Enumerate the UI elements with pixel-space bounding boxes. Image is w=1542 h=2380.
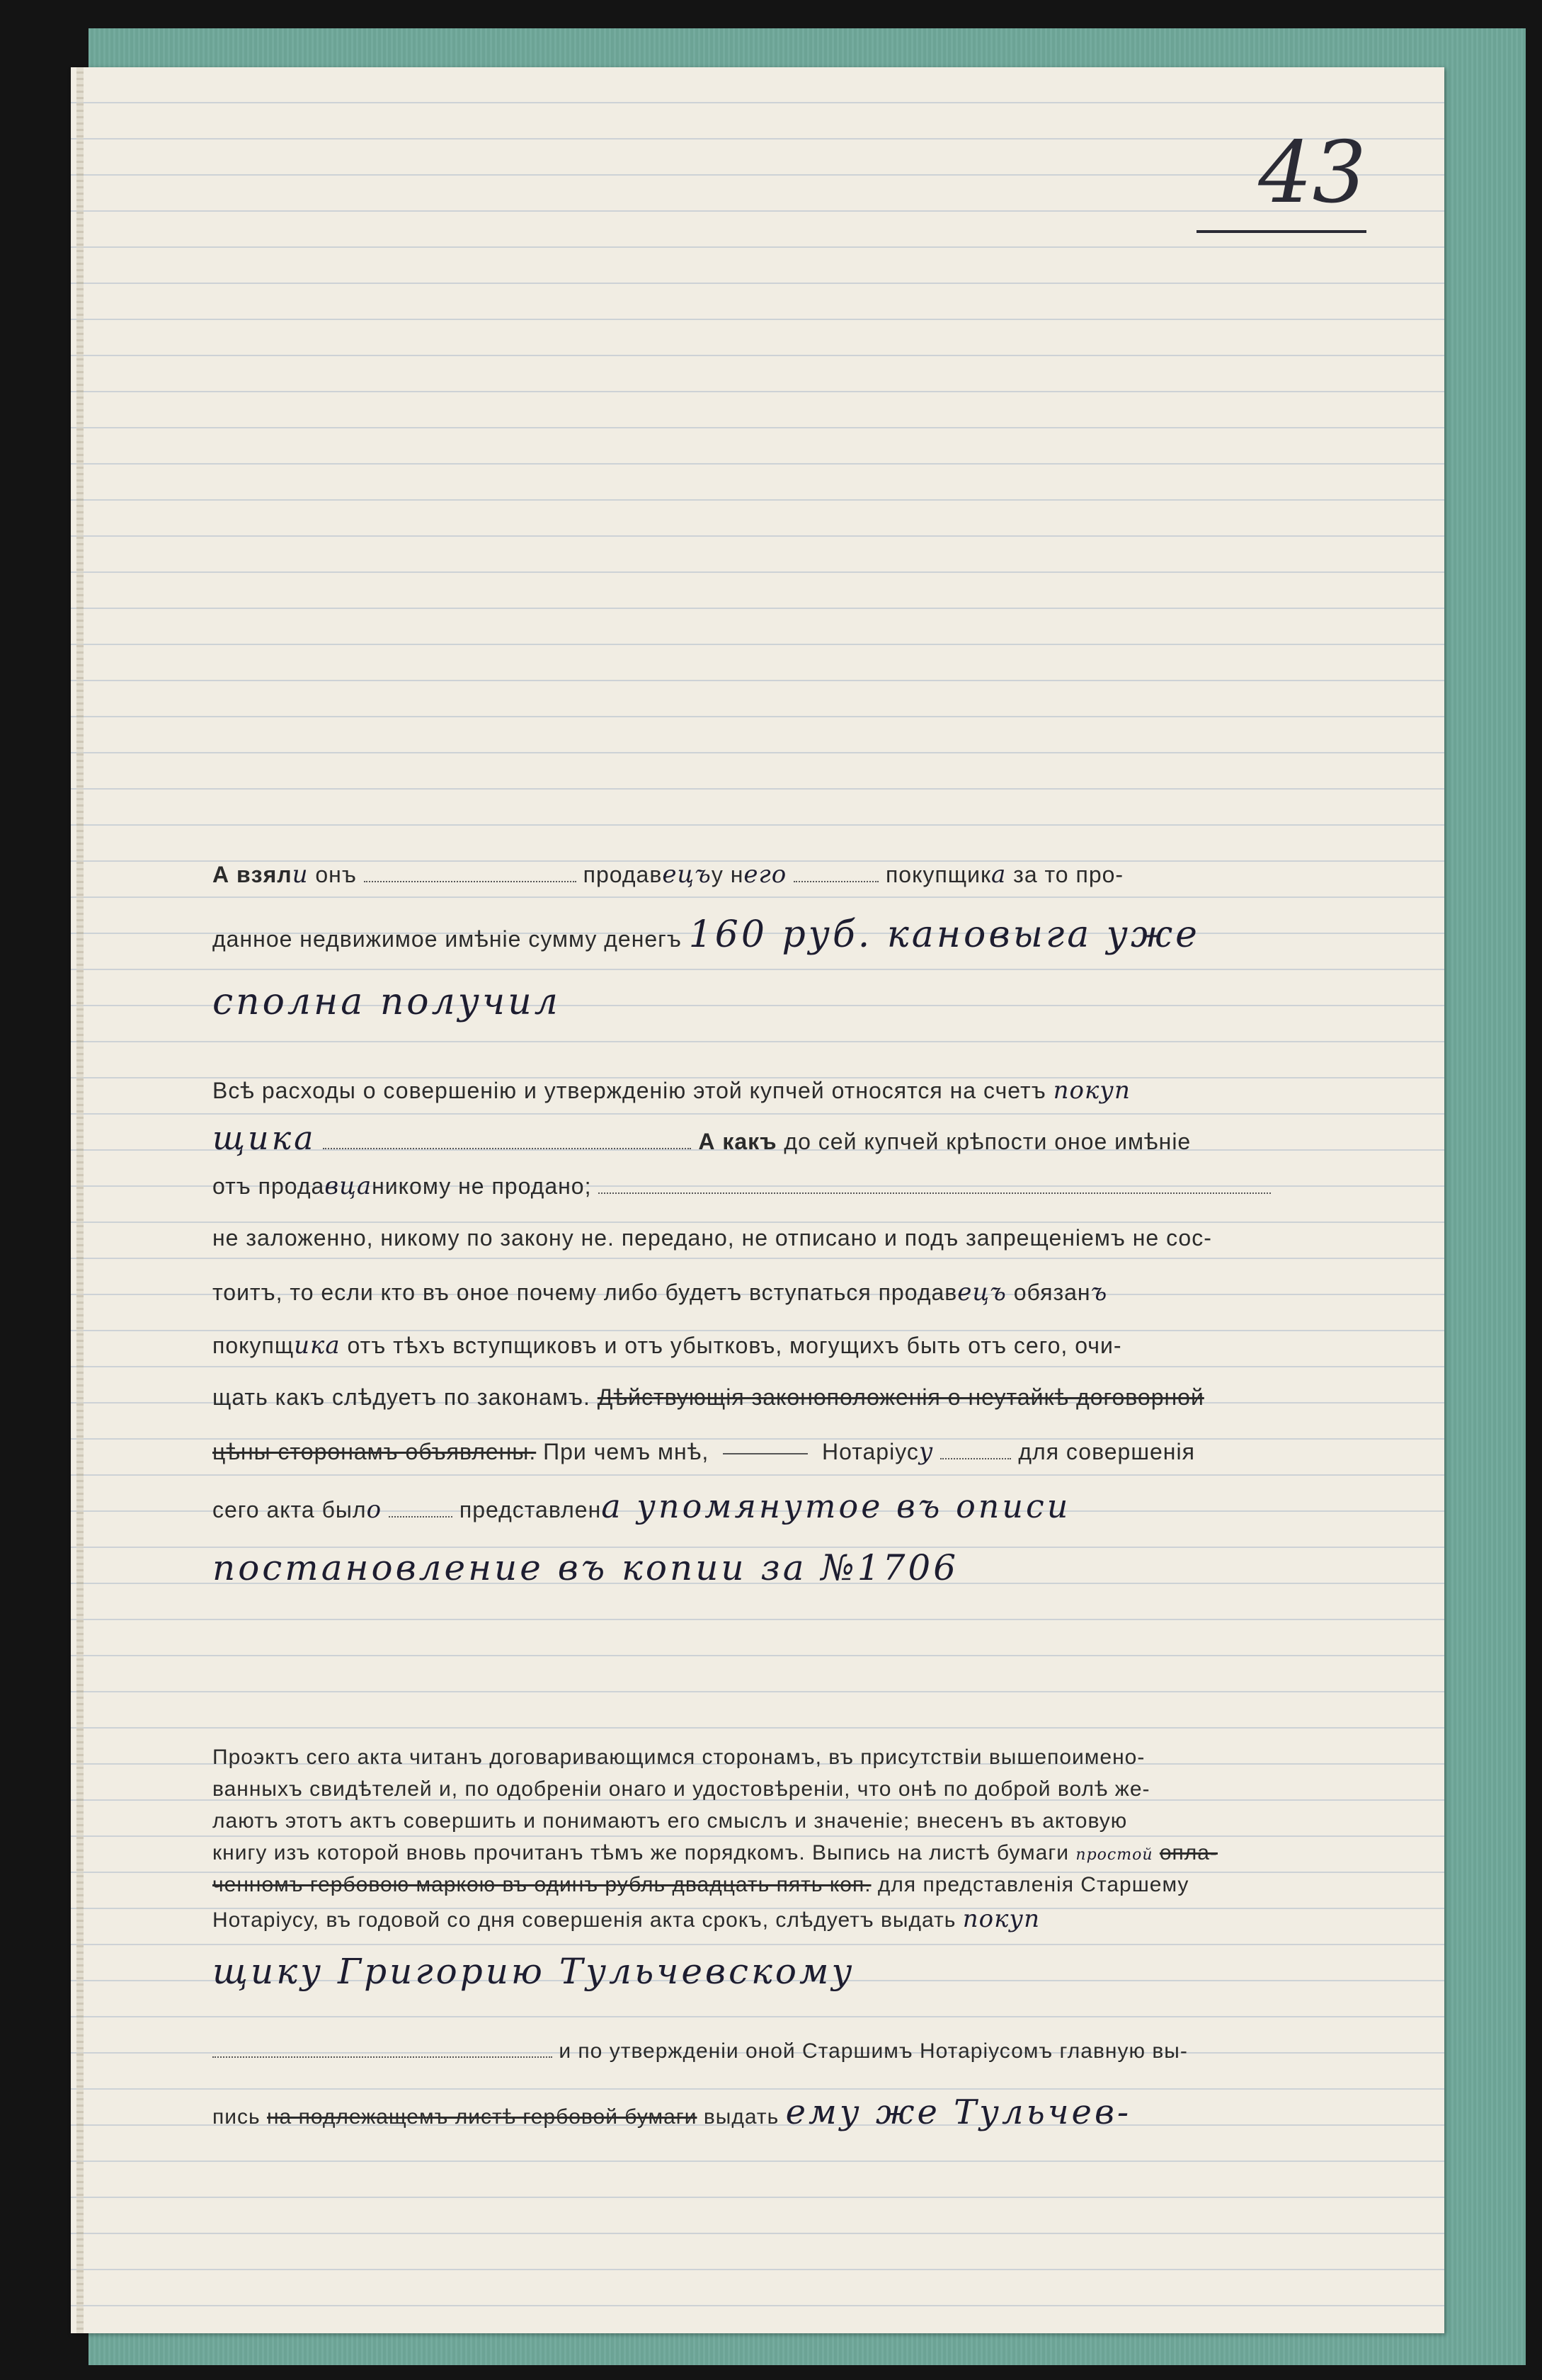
text-nikomu-ne-prodano: никому не продано; [372,1173,592,1199]
text-sego-akta: сего акта был [212,1497,367,1522]
hw-upomyanutoe: а упомянутое въ описи [601,1487,1071,1525]
text-notariusu: Нотаріусу, въ годовой со дня совершенія акта срокъ, слѣдуетъ выдать [212,1908,956,1932]
text-dlya-predstavleniya: для представленія Старшему [877,1873,1189,1896]
text-a-kak: А какъ [698,1129,777,1154]
para1-line2 [212,913,1402,956]
text-do-sei-kupchei: до сей купчей крѣпости оное имѣніе [784,1129,1192,1154]
dash-line [723,1453,808,1454]
para3-line4 [212,1841,1402,1865]
hw-ets: ецъ [957,1278,1007,1306]
blank-dots [323,1148,691,1149]
struck-text: цѣны сторонамъ объявлены. [212,1439,537,1464]
para2-line8 [212,1437,1402,1466]
hw-buyer-name: щику Григорию Тульчевскому [212,1951,855,1992]
para2-line7 [212,1384,1402,1411]
struck-text: Дѣйствующія законоположенія о неутайкѣ договорной [597,1384,1204,1410]
text-u-n: у н [711,862,744,887]
para3-line1: Проэктъ сего акта читанъ договаривающимся сторонамъ, въ присутствіи вышепоимено- [212,1746,1146,1769]
para3-line5 [212,1873,1402,1897]
para3-line6 [212,1905,1402,1933]
text-obyazan: обязан [1013,1280,1091,1305]
text-notarius: Нотаріус [822,1439,919,1464]
hw-u: у [918,1437,934,1466]
struck-text: ченномъ гербовою маркою въ одинъ рубль двадцать пять коп. [212,1873,872,1896]
para1-line3 [212,981,1402,1023]
text-on: онъ [315,862,357,887]
text-knigu: книгу изъ которой вновь прочитанъ тѣмъ же порядкомъ. Выпись на листѣ бумаги [212,1841,1070,1864]
hw-vtsa: вца [324,1172,372,1200]
blank-dots [940,1458,1011,1459]
blank-dots [389,1516,452,1518]
para1-line1 [212,860,1402,889]
text-ot-proda: отъ прода [212,1173,325,1199]
folio-underline [1197,230,1366,233]
hw-amount: 160 руб. кановыга уже [688,913,1200,956]
para3-line7 [212,1951,1402,1992]
text-summa-deneg: данное недвижимое имѣніе сумму денегъ [212,926,682,952]
text-toit: тоитъ, то если кто въ оное почему либо будетъ вступаться продав [212,1280,958,1305]
para2-line5 [212,1278,1402,1306]
para2-line9 [212,1487,1402,1525]
hw-shchika: щика [212,1119,316,1157]
blank-dots [364,881,576,882]
text-expenses: Всѣ расходы о совершенію и утвержденію этой купчей относятся на счетъ [212,1078,1046,1103]
para3-line2: ванныхъ свидѣтелей и, по одобреніи онаго и удостовѣреніи, что онѣ по доброй волѣ же- [212,1777,1150,1801]
para2-line6 [212,1331,1402,1360]
hw-received: сполна получил [212,981,561,1023]
text-pokupshchik: покупщик [885,862,991,887]
struck-text: на подлежащемъ листѣ гербовой бумаги [266,2105,697,2129]
document-page [71,67,1444,2333]
hw-vzyal-ending: и [292,860,309,889]
para2-line2 [212,1119,1402,1157]
blank-dots [212,2056,552,2058]
hw-pokup: покуп [962,1905,1041,1933]
text-prodav: продав [583,862,663,887]
para2-line3 [212,1172,1402,1200]
blank-dots [794,881,879,882]
hw-obyazan-ending: ъ [1090,1278,1108,1306]
hw-ego: его [743,860,787,889]
text-za-to-pro: за то про- [1013,862,1124,887]
para2-line10 [212,1547,1402,1588]
para2-line1 [212,1076,1402,1105]
hw-ika: ика [294,1331,341,1360]
para1-start: А взял [212,862,292,887]
blank-dots [598,1192,1271,1194]
text-predstavlen: представлен [459,1497,602,1522]
hw-o: о [366,1496,382,1524]
struck-text: опла- [1159,1841,1218,1864]
hw-seller-ending: ецъ [662,860,712,889]
para2-line4: не заложенно, никому по закону не. передано, не отписано и подъ запрещеніемъ не сос- [212,1225,1212,1251]
hw-pokup: покуп [1053,1076,1131,1105]
text-pri-chem: При чемъ мнѣ, [543,1439,709,1464]
text-ot-tekh: отъ тѣхъ вступщиковъ и отъ убытковъ, могущихъ быть отъ сего, очи- [347,1333,1122,1358]
text-pokupshch: покупщ [212,1333,295,1358]
text-pis: пись [212,2105,261,2129]
hw-postanovlenie: постановление въ копии за №1706 [212,1547,959,1588]
folio-number: 43 [1258,124,1366,222]
hw-buyer-ending: а [990,860,1007,889]
hw-emu-zhe: ему же Тульчев- [785,2093,1132,2132]
hw-prostoi: простой [1075,1846,1153,1864]
text-po-utverzhdenii: и по утвержденіи оной Старшимъ Нотаріусомъ главную вы- [559,2039,1188,2063]
text-shchat: щать какъ слѣдуетъ по законамъ. [212,1384,590,1410]
para3-line3: лаютъ этотъ актъ совершить и понимаютъ его смыслъ и значеніе; внесенъ въ актовую [212,1809,1128,1833]
para3-line8 [212,2039,1402,2063]
para3-line9 [212,2093,1402,2132]
text-vydat: выдать [703,2105,779,2129]
text-dlya-soversheniya: для совершенія [1018,1439,1195,1464]
